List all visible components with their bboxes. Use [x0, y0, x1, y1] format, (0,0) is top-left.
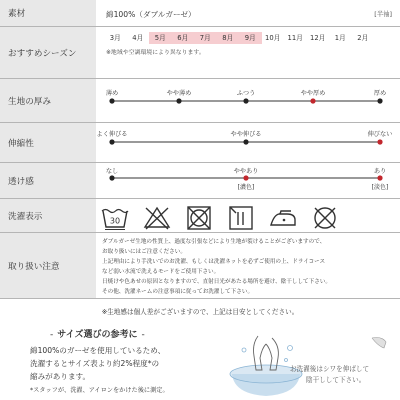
season-note: ※地域や空調環境により異なります。: [106, 50, 205, 56]
month-list: [104, 32, 374, 44]
row-caution: [0, 232, 400, 299]
size-line: 洗濯するとサイズ表より約2%程度*の: [30, 359, 160, 368]
caution-line: ダブルガーゼ生地の性質上、過度な引張などにより生地が裂けることがございますので、: [102, 239, 326, 245]
scale-point: [109, 139, 114, 144]
row-sheer: [0, 162, 400, 199]
scale-tick-label: やや厚め: [300, 90, 326, 97]
caution-line: 上記理由により手洗いでのお洗濯、もしくは洗濯ネットを必ずご使用の上、ドライコース: [102, 259, 326, 265]
scale-tick-label: 厚め: [373, 90, 387, 97]
scale-tick-label: あり: [373, 168, 387, 175]
size-line: 縮みがあります。: [30, 372, 91, 381]
wash-30-icon: [100, 205, 130, 231]
scale-sub-label: [濃色]: [237, 184, 255, 191]
row-label: 生地の厚み: [0, 79, 96, 123]
row-label: 透け感: [0, 163, 96, 199]
scale-point: [243, 139, 248, 144]
scale-point: [176, 98, 181, 103]
care-icons: [100, 205, 352, 231]
scale-tick-label: なし: [105, 168, 119, 175]
scale-tick-label: ふつう: [236, 90, 256, 97]
month-cell: 9月: [239, 32, 262, 44]
scale-line: [96, 79, 400, 123]
month-cell: 4月: [132, 34, 144, 42]
month-cell: 3月: [109, 34, 121, 42]
line-dry-shade-icon: [226, 205, 256, 231]
no-tumble-dry-icon: [184, 205, 214, 231]
scale-point-selected: [310, 98, 315, 103]
scale-sub-label: [淡色]: [371, 184, 389, 191]
row-label: 伸縮性: [0, 123, 96, 163]
caution-line: 日焼けや色あせの原因となりますので、直射日光があたる場所を避け、陰干しして下さい。: [102, 279, 332, 285]
scale-point: [377, 98, 382, 103]
material-text: 綿100%（ダブルガーゼ）: [106, 10, 196, 19]
row-season: [0, 26, 400, 79]
no-bleach-icon: [142, 205, 172, 231]
month-cell: 7月: [194, 32, 217, 44]
stretch-scale: [96, 123, 400, 163]
thickness-scale: [96, 79, 400, 123]
row-label: 洗濯表示: [0, 199, 96, 233]
scale-point-selected: [377, 175, 382, 180]
row-label: 取り扱い注意: [0, 233, 96, 299]
caution-line: お取り扱いにはご注意ください。: [102, 249, 186, 255]
month-cell: 11月: [287, 34, 303, 42]
scale-tick-label: やや薄め: [166, 90, 192, 97]
month-cell: 8月: [217, 32, 240, 44]
scale-line: [96, 163, 400, 199]
size-line: 綿100%のガーゼを使用しているため、: [30, 346, 166, 355]
row-label: おすすめシーズン: [0, 27, 96, 79]
size-guide-title: - サイズ選びの参考に -: [50, 330, 145, 340]
size-footnote: *スタッフが、洗濯、アイロンをかけた後に測定。: [30, 387, 169, 394]
scale-tick-label: よく伸びる: [96, 131, 128, 138]
scale-point-selected: [243, 175, 248, 180]
month-cell: 5月: [149, 32, 172, 44]
month-cell: 10月: [265, 34, 281, 42]
month-cell: 2月: [357, 34, 369, 42]
month-cell: 12月: [310, 34, 326, 42]
row-care: [0, 198, 400, 233]
row-thickness: [0, 78, 400, 123]
drying-note: お洗濯後はシワを伸ばして: [290, 365, 370, 373]
drying-note: 陰干しして下さい。: [306, 376, 366, 384]
fabric-note: ※生地感は個人差がございますので、上記は目安としてください。: [101, 308, 299, 316]
scale-point-selected: [377, 139, 382, 144]
scale-point: [109, 98, 114, 103]
row-stretch: [0, 122, 400, 163]
scale-tick-label: ややあり: [233, 168, 259, 175]
scale-line: [96, 123, 400, 163]
scale-tick-label: やや伸びる: [230, 131, 262, 138]
scale-tick-label: 伸びない: [367, 131, 393, 138]
wash-temp: 30: [109, 216, 121, 226]
sleeve-tag: [半袖]: [374, 10, 392, 18]
caution-line: など弱い水流で洗えるモードをご使用下さい。: [102, 269, 220, 275]
row-material: [0, 0, 400, 26]
sheer-scale: [96, 163, 400, 199]
scale-tick-label: 薄め: [105, 90, 119, 97]
caution-text: [96, 233, 400, 299]
scale-point: [243, 98, 248, 103]
month-cell: 1月: [334, 34, 346, 42]
row-label: 素材: [0, 0, 96, 26]
caution-line: その他、洗濯ネームの注意事項に従ってお洗濯して下さい。: [102, 289, 254, 295]
month-cell: 6月: [172, 32, 195, 44]
size-title-text: サイズ選びの参考に: [57, 330, 138, 340]
iron-low-icon: [268, 205, 298, 231]
no-dry-clean-icon: [310, 205, 340, 231]
scale-point: [109, 175, 114, 180]
